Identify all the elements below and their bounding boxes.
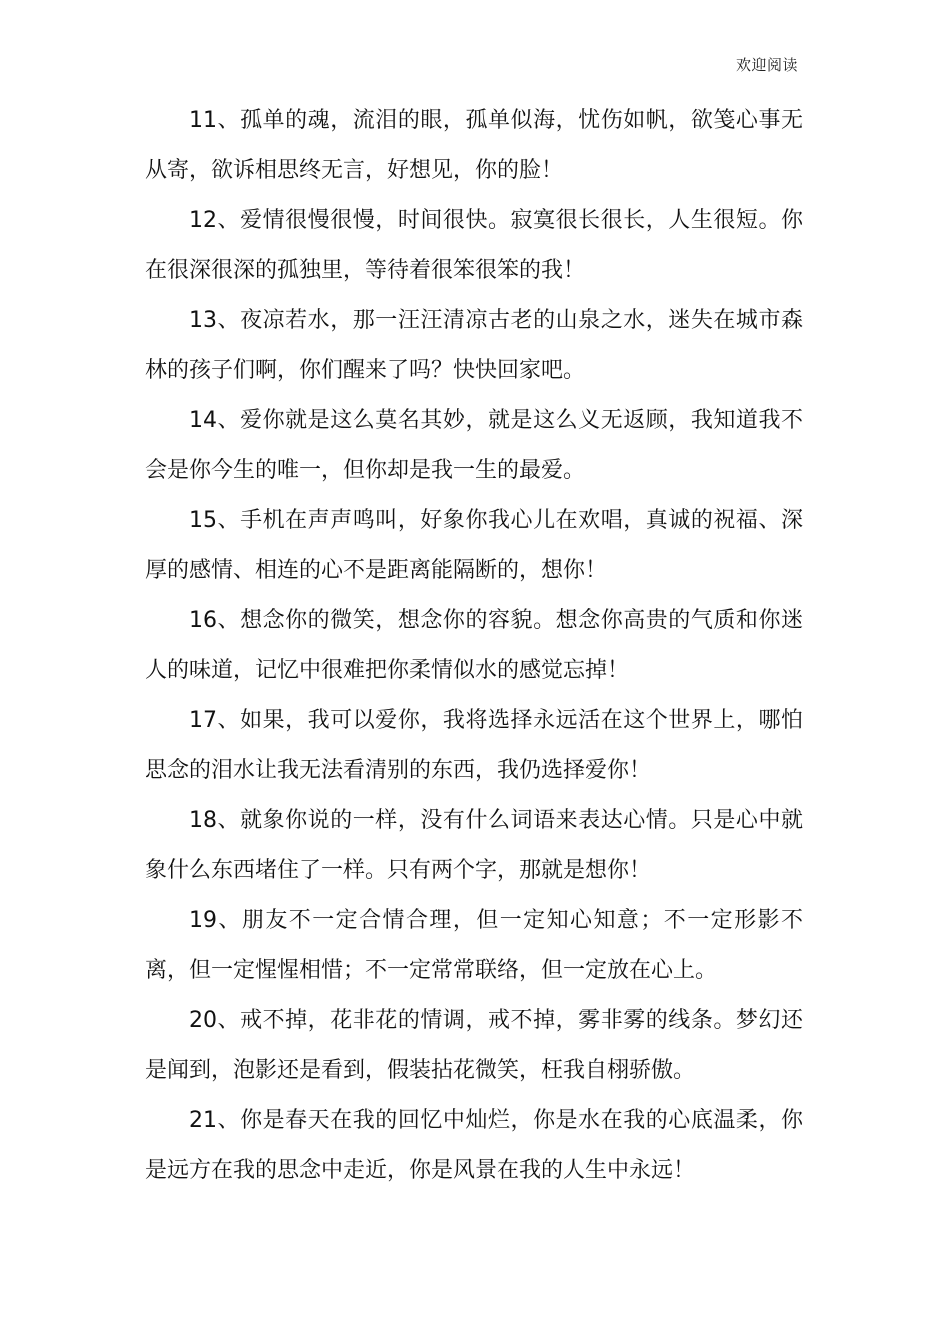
- paragraph-16: 16、想念你的微笑，想念你的容貌。想念你高贵的气质和你迷人的味道，记忆中很难把你柔情似水的感觉忘掉！: [145, 608, 803, 683]
- paragraph-14: 14、爱你就是这么莫名其妙，就是这么义无返顾，我知道我不会是你今生的唯一，但你却是我一生的最爱。: [145, 408, 803, 483]
- document-body: [145, 96, 803, 1196]
- paragraph-18: 18、就象你说的一样，没有什么词语来表达心情。只是心中就象什么东西堵住了一样。只有两个字，那就是想你！: [145, 808, 803, 883]
- paragraph-12: 12、爱情很慢很慢，时间很快。寂寞很长很长，人生很短。你在很深很深的孤独里，等待着很笨很笨的我！: [145, 208, 803, 283]
- paragraph-17: 17、如果，我可以爱你，我将选择永远活在这个世界上，哪怕思念的泪水让我无法看清别的东西，我仍选择爱你！: [145, 708, 803, 783]
- paragraph-15: 15、手机在声声鸣叫，好象你我心儿在欢唱，真诚的祝福、深厚的感情、相连的心不是距离能隔断的，想你！: [145, 508, 803, 583]
- paragraph-11: 11、孤单的魂，流泪的眼，孤单似海，忧伤如帆，欲笺心事无从寄，欲诉相思终无言，好想见，你的脸！: [145, 108, 803, 183]
- paragraph-20: 20、戒不掉，花非花的情调，戒不掉，雾非雾的线条。梦幻还是闻到，泡影还是看到，假装拈花微笑，枉我自栩骄傲。: [145, 1008, 803, 1083]
- paragraph-19: 19、朋友不一定合情合理，但一定知心知意；不一定形影不离，但一定惺惺相惜；不一定常常联络，但一定放在心上。: [145, 908, 803, 983]
- paragraph-13: 13、夜凉若水，那一汪汪清凉古老的山泉之水，迷失在城市森林的孩子们啊，你们醒来了吗？快快回家吧。: [145, 308, 803, 383]
- paragraph-21: 21、你是春天在我的回忆中灿烂，你是水在我的心底温柔，你是远方在我的思念中走近，你是风景在我的人生中永远！: [145, 1108, 803, 1183]
- page-header: 欢迎阅读: [735, 56, 798, 74]
